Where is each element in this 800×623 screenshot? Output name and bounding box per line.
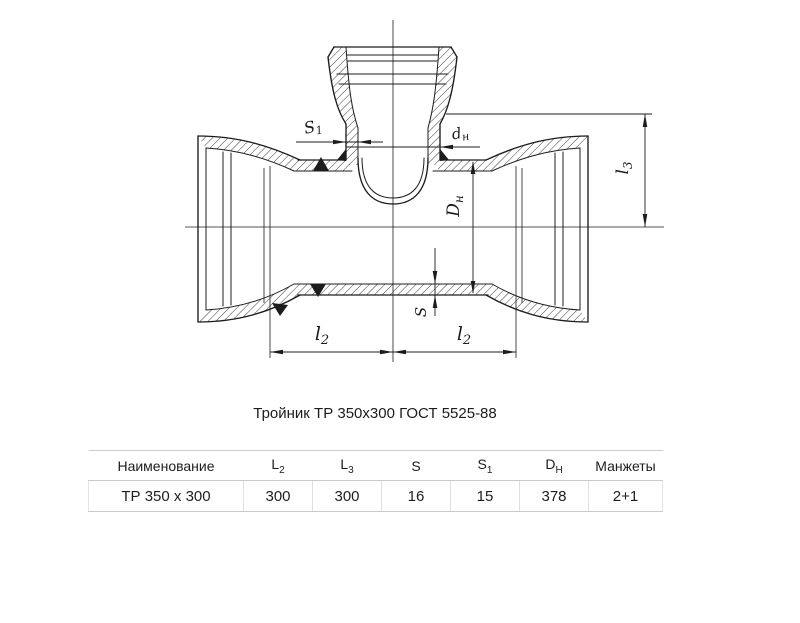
col-header-cuffs: Манжеты [589, 451, 663, 481]
col-header-dn: $D_Н$ [520, 451, 589, 481]
dimension-label-l2-left: $l_2$ [314, 323, 330, 348]
cell-cuffs: 2+1 [589, 481, 663, 512]
cell-l3: 300 [313, 481, 382, 512]
dimension-label-dn: $d_н$ [450, 124, 471, 144]
branch-outlet [328, 47, 457, 204]
dimension-label-s1: S1 [302, 116, 325, 138]
left-socket [198, 136, 300, 358]
table-header-row [89, 451, 663, 481]
cell-s: 16 [382, 481, 451, 512]
dimension-label-l3: $l_3$ [613, 161, 635, 175]
cell-s1: 15 [451, 481, 520, 512]
dimension-label-l2-right: $l_2$ [456, 323, 472, 348]
col-header-name: Наименование [89, 451, 244, 481]
cell-l2: 300 [244, 481, 313, 512]
cell-dn: 378 [520, 481, 589, 512]
dimension-label-Dn: $D_н$ [444, 195, 466, 217]
table-row [89, 481, 663, 512]
col-header-s: S [382, 451, 451, 481]
cell-name: ТР 350 х 300 [89, 481, 244, 512]
right-socket [486, 136, 588, 358]
dimension-Dn [444, 161, 475, 294]
dimension-dn [346, 123, 480, 150]
col-header-l3: $L_3$ [313, 451, 382, 481]
dimension-s [412, 248, 437, 317]
dimension-s1 [296, 115, 383, 144]
dimensions-table [88, 450, 663, 512]
col-header-l2: $L_2$ [244, 451, 313, 481]
spec-table-container [88, 450, 662, 512]
col-header-s1: $S_1$ [451, 451, 520, 481]
dimension-label-s: S [412, 306, 430, 318]
drawing-title: Тройник ТР 350х300 ГОСТ 5525-88 [253, 405, 497, 422]
